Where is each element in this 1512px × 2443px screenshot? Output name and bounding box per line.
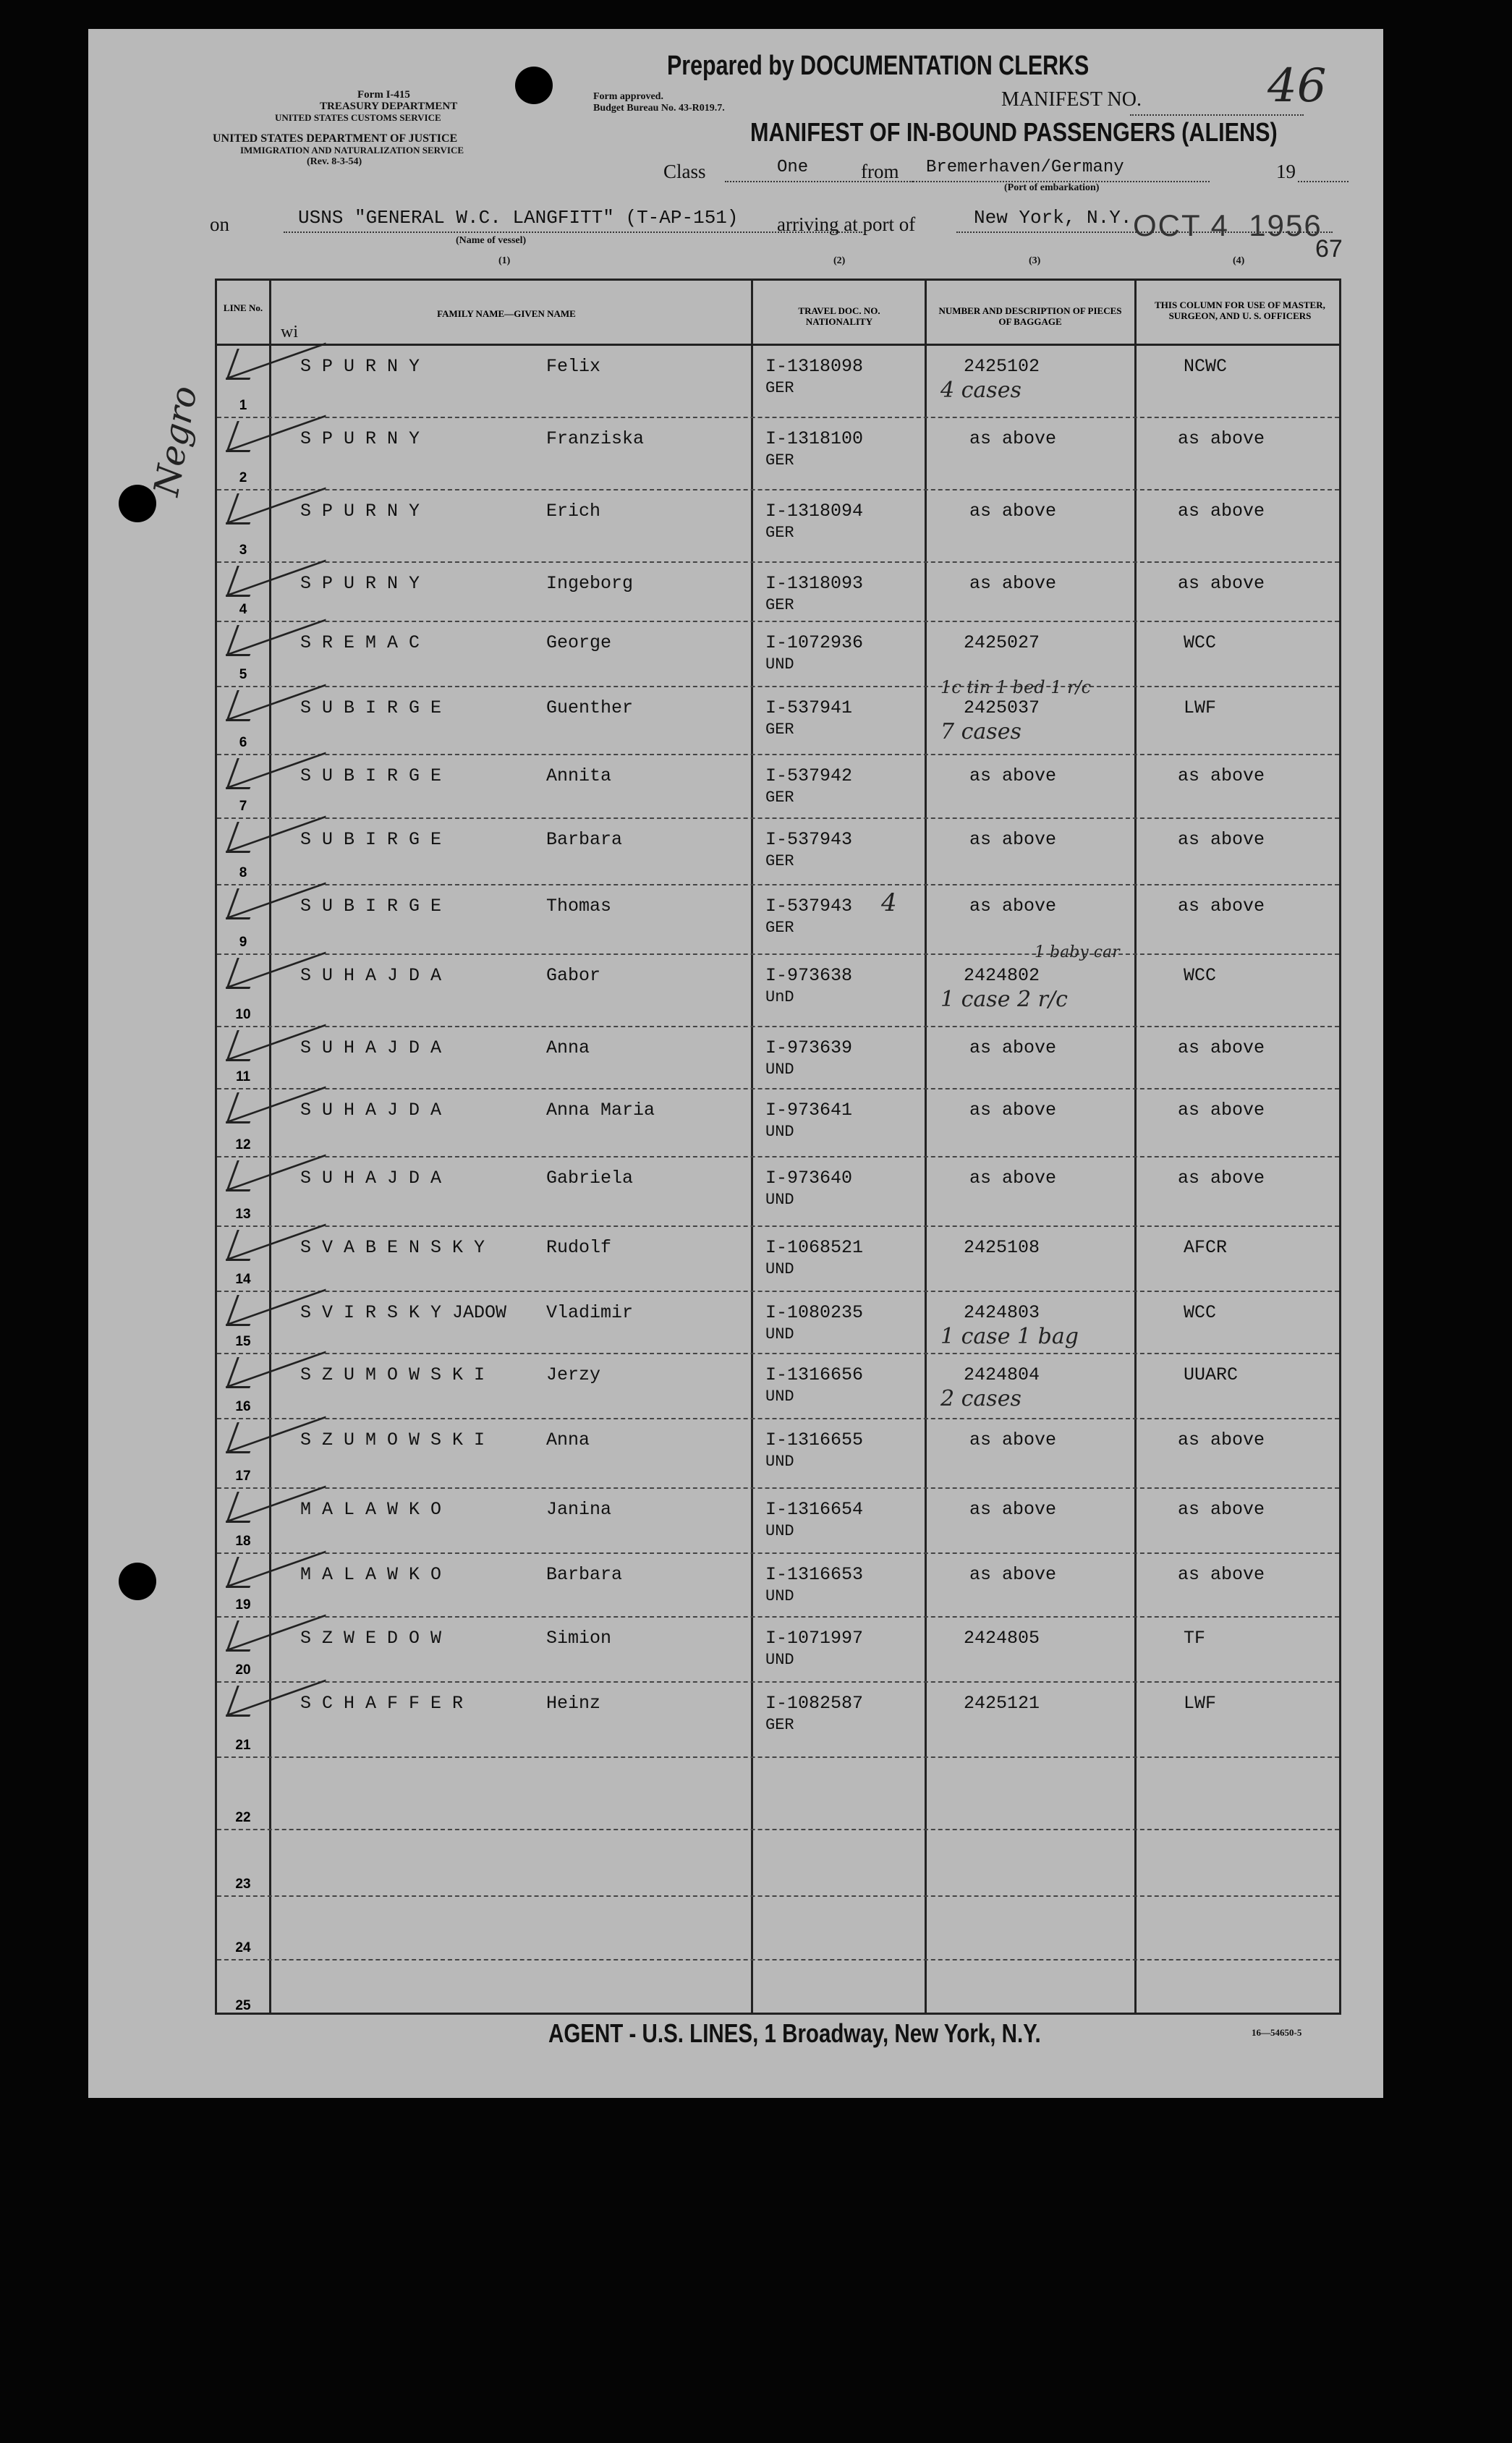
family-name: S U H A J D A (300, 1168, 442, 1189)
checkmark-icon (226, 349, 261, 380)
header-baggage: NUMBER AND DESCRIPTION OF PIECES OF BAGGAGE (938, 305, 1122, 327)
table-row (217, 1487, 1339, 1552)
baggage-description: as above (969, 1168, 1057, 1189)
form-approved: Form approved. (593, 91, 663, 102)
baggage-description: as above (969, 1100, 1057, 1121)
given-name: Simion (546, 1628, 612, 1649)
line-number: 19 (235, 1597, 251, 1613)
baggage-description: as above (969, 765, 1057, 786)
agent-footer: AGENT - U.S. LINES, 1 Broadway, New York, N.Y. (548, 2018, 1041, 2048)
given-name: Franziska (546, 428, 645, 449)
officer-notes: as above (1178, 1037, 1265, 1058)
baggage-description: 2425121 (964, 1693, 1040, 1714)
nationality: UND (765, 1123, 794, 1141)
officer-notes: LWF (1184, 1693, 1217, 1714)
arrival-port: New York, N.Y. (974, 207, 1132, 229)
checkmark-icon (226, 1092, 261, 1123)
column-ref-2: (2) (833, 255, 846, 266)
checkmark-icon (226, 1030, 261, 1061)
baggage-description: as above (969, 1499, 1057, 1520)
officer-notes: as above (1178, 1564, 1265, 1585)
travel-doc-number: I-1316653 (765, 1564, 864, 1585)
arrival-date-stamp: OCT 4 1956 (1133, 208, 1322, 242)
table-row (217, 1552, 1339, 1616)
table-row (217, 417, 1339, 489)
given-name: Vladimir (546, 1302, 634, 1323)
line-number: 21 (235, 1738, 251, 1753)
officer-notes: NCWC (1184, 356, 1228, 377)
travel-doc-number: I-1082587 (765, 1693, 864, 1714)
line-number: 10 (235, 1007, 251, 1022)
travel-doc-number: I-1318094 (765, 501, 864, 522)
given-name: Erich (546, 501, 601, 522)
table-row (217, 489, 1339, 561)
officer-notes: AFCR (1184, 1237, 1228, 1258)
baggage-extra-note-row10: 1 baby car (1035, 943, 1120, 961)
nationality: UND (765, 1191, 794, 1209)
form-code: 16—54650-5 (1252, 2027, 1302, 2038)
baggage-handwritten-note: 4 cases (940, 378, 1022, 403)
class-label: Class (663, 161, 706, 182)
given-name: Barbara (546, 829, 623, 850)
checkmark-icon (226, 822, 261, 853)
manifest-no-label: MANIFEST NO. (1001, 88, 1142, 111)
nationality: UND (765, 655, 794, 674)
baggage-extra-note-row6: 1c tin 1 bed 1 r/c (940, 677, 1092, 697)
checkmark-icon (226, 758, 261, 789)
baggage-description: 2425108 (964, 1237, 1040, 1258)
baggage-description: as above (969, 501, 1057, 522)
nationality: UND (765, 1651, 794, 1669)
port-embark-label: (Port of embarkation) (1004, 182, 1100, 193)
baggage-handwritten-note: 7 cases (940, 719, 1022, 744)
nationality: UND (765, 1325, 794, 1343)
travel-doc-number: I-1072936 (765, 632, 864, 653)
form-number: Form I-415 (357, 89, 410, 101)
checkmark-icon (226, 1492, 261, 1523)
officer-notes: WCC (1184, 1302, 1217, 1323)
officer-notes: as above (1178, 428, 1265, 449)
table-row (217, 1225, 1339, 1291)
officer-notes: as above (1178, 896, 1265, 917)
table-row (217, 1829, 1339, 1895)
checkmark-icon (226, 888, 261, 919)
officer-notes: as above (1178, 1499, 1265, 1520)
page-count: 67 (1315, 235, 1343, 263)
table-row (217, 686, 1339, 754)
nationality: GER (765, 852, 794, 870)
family-name: S U B I R G E (300, 765, 442, 786)
table-row (217, 1088, 1339, 1156)
checkmark-icon (226, 958, 261, 989)
officer-notes: LWF (1184, 697, 1217, 718)
nationality: UND (765, 1388, 794, 1406)
checkmark-icon (226, 1230, 261, 1261)
checkmark-icon (226, 1620, 261, 1652)
table-row (217, 817, 1339, 884)
nationality: UnD (765, 988, 794, 1006)
line-number: 7 (239, 799, 247, 814)
given-name: Jerzy (546, 1364, 601, 1385)
baggage-description: 2425102 (964, 356, 1040, 377)
table-row (217, 1353, 1339, 1418)
baggage-description: 2424805 (964, 1628, 1040, 1649)
budget-bureau: Budget Bureau No. 43-R019.7. (593, 103, 725, 114)
checkmark-icon (226, 1357, 261, 1388)
officer-notes: as above (1178, 765, 1265, 786)
family-name: M A L A W K O (300, 1499, 442, 1520)
family-name: S U B I R G E (300, 896, 442, 917)
family-name: S Z W E D O W (300, 1628, 442, 1649)
nationality: GER (765, 789, 794, 807)
nationality: GER (765, 379, 794, 397)
vessel-name: USNS "GENERAL W.C. LANGFITT" (T-AP-151) (298, 207, 739, 229)
given-name: Thomas (546, 896, 612, 917)
punch-hole-top (515, 67, 553, 104)
table-row (217, 561, 1339, 621)
line-number: 1 (239, 398, 247, 413)
checkmark-icon (226, 1295, 261, 1326)
prepared-by-stamp: Prepared by DOCUMENTATION CLERKS (667, 51, 1090, 81)
column-ref-4: (4) (1233, 255, 1245, 266)
travel-doc-number: I-537942 (765, 765, 853, 786)
column-ref-1: (1) (498, 255, 511, 266)
table-row (217, 1756, 1339, 1829)
margin-note: Negro (146, 383, 205, 499)
family-name: S U H A J D A (300, 1037, 442, 1058)
line-number: 15 (235, 1334, 251, 1349)
officer-notes: as above (1178, 1168, 1265, 1189)
family-name: S U B I R G E (300, 697, 442, 718)
header-line-no: LINE No. (223, 302, 263, 313)
on-label: on (210, 213, 229, 235)
manifest-no-value: 46 (1267, 59, 1327, 113)
given-name: Janina (546, 1499, 612, 1520)
travel-doc-number: I-973641 (765, 1100, 853, 1121)
family-name: S V A B E N S K Y (300, 1237, 485, 1258)
doc-correction-row9: 4 (881, 888, 897, 917)
header-name: FAMILY NAME—GIVEN NAME (437, 308, 576, 319)
baggage-handwritten-note: 2 cases (940, 1386, 1022, 1411)
checkmark-icon (226, 1686, 261, 1717)
line-number: 12 (235, 1137, 251, 1152)
travel-doc-number: I-1318093 (765, 573, 864, 594)
given-name: Gabor (546, 965, 601, 986)
nationality: UND (765, 1587, 794, 1605)
family-name: S Z U M O W S K I (300, 1429, 485, 1450)
column-ref-3: (3) (1029, 255, 1041, 266)
given-name: Gabriela (546, 1168, 634, 1189)
customs-service: UNITED STATES CUSTOMS SERVICE (275, 112, 441, 123)
baggage-description: as above (969, 428, 1057, 449)
table-row (217, 1681, 1339, 1756)
table-row (217, 344, 1339, 417)
line-number: 20 (235, 1662, 251, 1678)
table-row (217, 1959, 1339, 2017)
line-number: 4 (239, 602, 247, 617)
given-name: Anna Maria (546, 1100, 655, 1121)
table-row (217, 621, 1339, 686)
family-name: S U H A J D A (300, 1100, 442, 1121)
nationality: UND (765, 1453, 794, 1471)
officer-notes: WCC (1184, 632, 1217, 653)
given-name: Guenther (546, 697, 634, 718)
line-number: 8 (239, 865, 247, 880)
family-name: S Z U M O W S K I (300, 1364, 485, 1385)
from-value: Bremerhaven/Germany (926, 158, 1124, 177)
travel-doc-number: I-1071997 (765, 1628, 864, 1649)
travel-doc-number: I-973640 (765, 1168, 853, 1189)
header-wi-note: wi (281, 323, 298, 341)
year-line (1298, 181, 1349, 182)
manifest-no-line (1130, 114, 1304, 116)
table-row (217, 1616, 1339, 1681)
family-name: S P U R N Y (300, 573, 420, 594)
officer-notes: as above (1178, 829, 1265, 850)
ins-label: IMMIGRATION AND NATURALIZATION SERVICE (240, 145, 464, 156)
given-name: Annita (546, 765, 612, 786)
given-name: Barbara (546, 1564, 623, 1585)
arriving-label: arriving at port of (777, 213, 916, 235)
baggage-description: as above (969, 1037, 1057, 1058)
line-number: 18 (235, 1534, 251, 1549)
family-name: S P U R N Y (300, 501, 420, 522)
nationality: GER (765, 596, 794, 614)
justice-dept: UNITED STATES DEPARTMENT OF JUSTICE (213, 132, 458, 145)
header-officers: THIS COLUMN FOR USE OF MASTER, SURGEON, AND U. S. OFFICERS (1155, 299, 1325, 321)
officer-notes: as above (1178, 1100, 1265, 1121)
checkmark-icon (226, 421, 261, 452)
baggage-description: as above (969, 1564, 1057, 1585)
nationality: GER (765, 1716, 794, 1734)
header-travel-doc: TRAVEL DOC. NO. NATIONALITY (798, 305, 880, 327)
officer-notes: TF (1184, 1628, 1206, 1649)
nationality: GER (765, 451, 794, 470)
baggage-description: 2425027 (964, 632, 1040, 653)
baggage-description: as above (969, 829, 1057, 850)
table-row (217, 884, 1339, 953)
family-name: S U B I R G E (300, 829, 442, 850)
checkmark-icon (226, 566, 261, 597)
baggage-description: 2424804 (964, 1364, 1040, 1385)
officer-notes: as above (1178, 573, 1265, 594)
line-number: 11 (235, 1069, 251, 1084)
given-name: Felix (546, 356, 601, 377)
vessel-line (284, 231, 862, 233)
punch-hole-bottom (119, 1563, 156, 1600)
checkmark-icon (226, 1160, 261, 1191)
family-name: S R E M A C (300, 632, 420, 653)
table-row (217, 953, 1339, 1026)
officer-notes: UUARC (1184, 1364, 1239, 1385)
nationality: GER (765, 721, 794, 739)
travel-doc-number: I-1316656 (765, 1364, 864, 1385)
nationality: GER (765, 524, 794, 542)
officer-notes: WCC (1184, 965, 1217, 986)
vessel-label: (Name of vessel) (456, 235, 527, 246)
nationality: UND (765, 1260, 794, 1278)
given-name: Ingeborg (546, 573, 634, 594)
travel-doc-number: I-1316654 (765, 1499, 864, 1520)
officer-notes: as above (1178, 1429, 1265, 1450)
line-number: 14 (235, 1272, 251, 1287)
checkmark-icon (226, 1557, 261, 1588)
table-row (217, 1026, 1339, 1088)
line-number: 23 (235, 1877, 251, 1892)
given-name: Anna (546, 1429, 590, 1450)
table-row (217, 1156, 1339, 1225)
treasury-dept: TREASURY DEPARTMENT (320, 101, 458, 112)
baggage-handwritten-note: 1 case 2 r/c (940, 987, 1068, 1012)
revision-label: (Rev. 8-3-54) (307, 156, 362, 167)
class-value: One (777, 158, 809, 177)
line-number: 9 (239, 935, 247, 950)
baggage-handwritten-note: 1 case 1 bag (940, 1324, 1079, 1349)
line-number: 13 (235, 1207, 251, 1222)
travel-doc-number: I-973638 (765, 965, 853, 986)
travel-doc-number: I-1318098 (765, 356, 864, 377)
checkmark-icon (226, 625, 261, 656)
manifest-title: MANIFEST OF IN-BOUND PASSENGERS (ALIENS) (750, 117, 1278, 147)
baggage-description: as above (969, 1429, 1057, 1450)
given-name: Anna (546, 1037, 590, 1058)
table-row (217, 754, 1339, 817)
from-label: from (861, 161, 899, 182)
line-number: 22 (235, 1810, 251, 1825)
travel-doc-number: I-537943 (765, 829, 853, 850)
family-name: S V I R S K Y JADOW (300, 1302, 507, 1323)
nationality: GER (765, 919, 794, 937)
line-number: 16 (235, 1399, 251, 1414)
line-number: 5 (239, 667, 247, 682)
baggage-description: 2424803 (964, 1302, 1040, 1323)
passenger-table (215, 279, 1341, 2015)
family-name: S C H A F F E R (300, 1693, 464, 1714)
baggage-description: 2425037 (964, 697, 1040, 718)
table-row (217, 1895, 1339, 1959)
officer-notes: as above (1178, 501, 1265, 522)
given-name: George (546, 632, 612, 653)
table-row (217, 1418, 1339, 1487)
given-name: Rudolf (546, 1237, 612, 1258)
family-name: S P U R N Y (300, 356, 420, 377)
travel-doc-number: I-1080235 (765, 1302, 864, 1323)
family-name: S P U R N Y (300, 428, 420, 449)
baggage-description: 2424802 (964, 965, 1040, 986)
year-label: 19 (1276, 161, 1296, 182)
line-number: 17 (235, 1469, 251, 1484)
travel-doc-number: I-537943 (765, 896, 853, 917)
baggage-description: as above (969, 573, 1057, 594)
line-number: 25 (235, 1998, 251, 2013)
baggage-description: as above (969, 896, 1057, 917)
nationality: UND (765, 1522, 794, 1540)
travel-doc-number: I-973639 (765, 1037, 853, 1058)
manifest-page (88, 29, 1383, 2098)
line-number: 2 (239, 470, 247, 485)
line-number: 3 (239, 543, 247, 558)
checkmark-icon (226, 690, 261, 721)
travel-doc-number: I-537941 (765, 697, 853, 718)
nationality: UND (765, 1061, 794, 1079)
travel-doc-number: I-1068521 (765, 1237, 864, 1258)
checkmark-icon (226, 493, 261, 524)
table-row (217, 1291, 1339, 1353)
family-name: S U H A J D A (300, 965, 442, 986)
family-name: M A L A W K O (300, 1564, 442, 1585)
line-number: 24 (235, 1940, 251, 1955)
checkmark-icon (226, 1422, 261, 1453)
given-name: Heinz (546, 1693, 601, 1714)
line-number: 6 (239, 735, 247, 750)
travel-doc-number: I-1318100 (765, 428, 864, 449)
travel-doc-number: I-1316655 (765, 1429, 864, 1450)
